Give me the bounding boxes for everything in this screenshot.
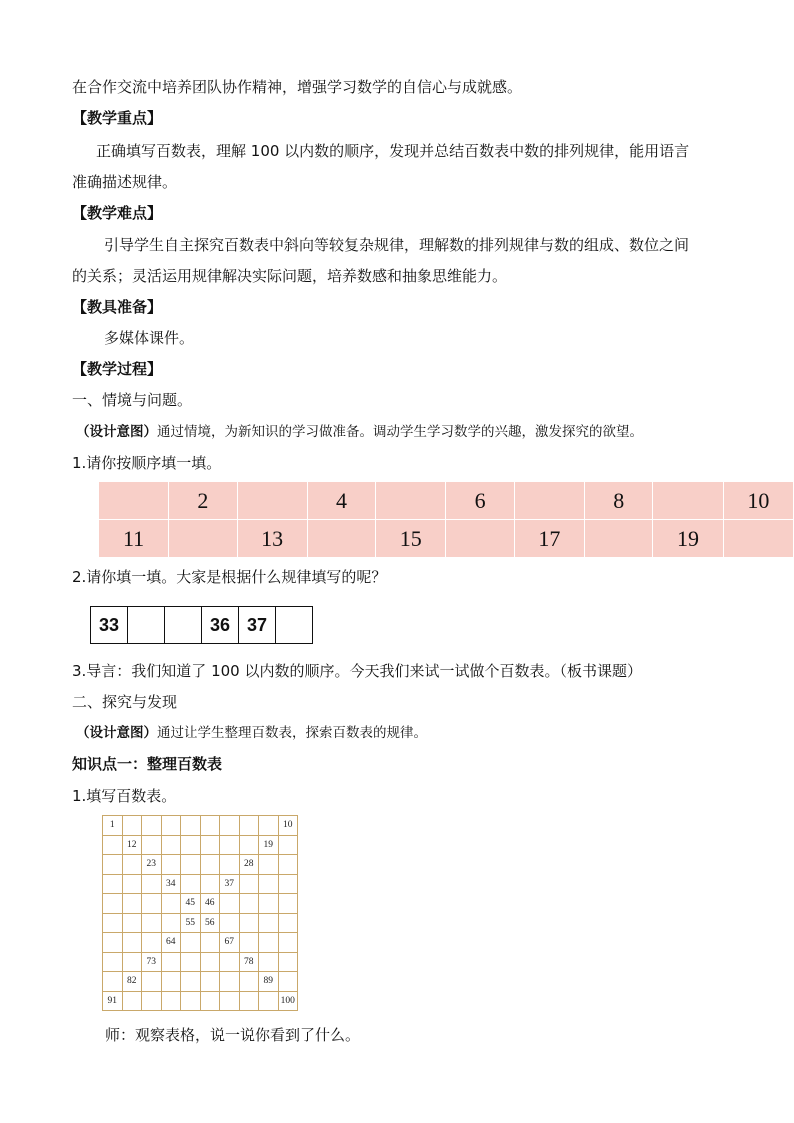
hundred-chart-cell [278,855,298,875]
question-2: 2.请你填一填。大家是根据什么规律填写的呢？ [72,568,387,586]
design-intent-1 [76,422,643,442]
sequence-box: 36 [202,607,239,644]
fill-cell [307,520,375,558]
hundred-chart-cell [239,835,259,855]
design-intent-1-text: 通过情境，为新知识的学习做准备。调动学生学习数学的兴趣，激发探究的欲望。 [157,424,643,440]
hundred-chart-cell: 67 [220,933,240,953]
section-1-title: 一、情境与问题。 [72,391,193,409]
hundred-chart-cell: 37 [220,874,240,894]
hundred-chart-cell [259,816,279,836]
hundred-chart-cell [161,835,181,855]
hundred-chart-cell: 56 [200,913,220,933]
hundred-chart-cell: 100 [278,991,298,1011]
hundred-chart-cell [259,991,279,1011]
fill-cell [585,520,653,558]
hundred-chart-cell: 45 [181,894,201,914]
hundred-chart-cell: 78 [239,952,259,972]
design-intent-2-text: 通过让学生整理百数表，探索百数表的规律。 [157,725,427,741]
hundred-chart-cell [278,933,298,953]
hundred-chart-cell [181,874,201,894]
hundred-chart-cell [200,874,220,894]
key-points-line-1: 正确填写百数表，理解 100 以内数的顺序，发现并总结百数表中数的排列规律，能用语言 [96,142,690,160]
difficulties-heading: 【教学难点】 [72,204,163,222]
hundred-chart-cell [142,835,162,855]
hundred-chart-cell [278,952,298,972]
hundred-chart-cell [161,991,181,1011]
hundred-chart-cell [142,933,162,953]
hundred-chart-cell [103,952,123,972]
hundred-chart-cell [103,894,123,914]
fill-cell [376,482,446,520]
fill-table-row-2 [99,520,794,558]
hundred-chart-cell: 1 [103,816,123,836]
hundred-chart-cell [278,894,298,914]
hundred-chart-cell [259,855,279,875]
hundred-chart-cell [259,894,279,914]
hundred-chart-row [103,835,298,855]
hundred-chart-cell [259,952,279,972]
hundred-chart-cell [122,991,142,1011]
hundred-chart-cell [220,835,240,855]
fill-cell [237,482,307,520]
teacher-prompt: 师：观察表格，说一说你看到了什么。 [105,1026,361,1044]
hundred-chart-cell: 34 [161,874,181,894]
hundred-chart-cell [220,952,240,972]
hundred-chart-cell [278,913,298,933]
hundred-chart-row [103,855,298,875]
design-intent-2 [76,723,427,743]
hundred-chart-cell [239,874,259,894]
design-intent-1-label: （设计意图） [76,424,157,440]
hundred-chart-row [103,991,298,1011]
hundred-chart-cell: 89 [259,972,279,992]
question-1: 1.请你按顺序填一填。 [72,454,222,472]
hundred-chart-cell [278,835,298,855]
hundred-chart-cell [103,835,123,855]
sequence-box: 33 [91,607,128,644]
hundred-chart-cell [142,894,162,914]
hundred-chart-row [103,874,298,894]
hundred-chart-cell [200,816,220,836]
hundred-chart-cell [161,972,181,992]
hundred-chart-cell [200,933,220,953]
hundred-chart-cell [161,913,181,933]
fill-cell: 17 [514,520,584,558]
hundred-chart-cell [142,972,162,992]
hundred-chart-cell [220,855,240,875]
hundred-chart-cell [239,972,259,992]
hundred-chart-cell: 28 [239,855,259,875]
section-2-title: 二、探究与发现 [72,693,178,711]
hundred-chart-cell [200,835,220,855]
hundred-chart-cell: 12 [122,835,142,855]
fill-table-row-1 [99,482,794,520]
hundred-chart-cell [103,874,123,894]
fill-cell [723,520,793,558]
hundred-chart-cell: 23 [142,855,162,875]
hundred-chart-cell [181,991,201,1011]
hundred-chart-cell: 91 [103,991,123,1011]
difficulties-line-1: 引导学生自主探究百数表中斜向等较复杂规律，理解数的排列规律与数的组成、数位之间 [104,236,690,254]
hundred-chart-cell: 64 [161,933,181,953]
hundred-chart-cell [122,894,142,914]
hundred-chart-cell [161,816,181,836]
hundred-chart-cell [200,972,220,992]
hundred-chart-row [103,952,298,972]
materials-text: 多媒体课件。 [104,329,195,347]
hundred-chart-cell [259,874,279,894]
hundred-chart-cell [220,816,240,836]
hundred-chart-cell [278,874,298,894]
fill-cell [514,482,584,520]
fill-cell [99,482,169,520]
hundred-chart-cell: 46 [200,894,220,914]
hundred-chart-cell [122,816,142,836]
hundred-chart-row [103,933,298,953]
fill-cell: 11 [99,520,169,558]
hundred-chart-row [103,972,298,992]
hundred-chart-cell [278,972,298,992]
hundred-chart-cell [161,952,181,972]
hundred-chart-cell [103,913,123,933]
question-4: 1.填写百数表。 [72,787,177,805]
hundred-chart-cell [200,991,220,1011]
difficulties-line-2: 的关系；灵活运用规律解决实际问题，培养数感和抽象思维能力。 [72,267,508,285]
hundred-chart-row [103,913,298,933]
hundred-chart-cell [200,952,220,972]
hundred-chart-cell [103,855,123,875]
hundred-chart-cell: 19 [259,835,279,855]
hundred-chart-cell [239,894,259,914]
fill-cell [653,482,723,520]
hundred-chart-cell [239,991,259,1011]
hundred-chart-cell: 82 [122,972,142,992]
process-heading: 【教学过程】 [72,360,163,378]
hundred-chart-cell [181,855,201,875]
hundred-chart-cell [122,952,142,972]
hundred-chart-cell [142,913,162,933]
hundred-chart-cell [122,933,142,953]
hundred-chart-cell [220,972,240,992]
fill-cell: 19 [653,520,723,558]
key-points-line-2: 准确描述规律。 [72,173,178,191]
hundred-chart-cell [161,855,181,875]
hundred-chart-cell [142,991,162,1011]
hundred-chart-cell: 10 [278,816,298,836]
hundred-chart-cell [122,913,142,933]
hundred-chart-cell [181,972,201,992]
hundred-chart-cell [259,933,279,953]
hundred-chart-row [103,894,298,914]
hundred-chart-cell [103,933,123,953]
fill-in-number-table [98,481,794,558]
fill-cell: 15 [376,520,446,558]
materials-heading: 【教具准备】 [72,298,163,316]
hundred-chart-cell [103,972,123,992]
fill-cell [446,520,514,558]
hundred-chart-cell [161,894,181,914]
fill-cell: 2 [169,482,237,520]
hundred-chart-cell [181,816,201,836]
fill-cell: 6 [446,482,514,520]
hundred-chart-cell [200,855,220,875]
hundred-chart [102,815,298,1011]
fill-cell [169,520,237,558]
hundred-chart-cell [259,913,279,933]
hundred-chart-cell: 55 [181,913,201,933]
question-3: 3.导言：我们知道了 100 以内数的顺序。今天我们来试一试做个百数表。（板书课题） [72,662,642,680]
knowledge-point-1: 知识点一：整理百数表 [72,755,223,773]
hundred-chart-cell [142,874,162,894]
hundred-chart-row [103,816,298,836]
design-intent-2-label: （设计意图） [76,725,157,741]
hundred-chart-cell [239,816,259,836]
hundred-chart-cell [220,894,240,914]
hundred-chart-cell [220,991,240,1011]
hundred-chart-cell [239,913,259,933]
hundred-chart-cell [122,855,142,875]
fill-cell: 13 [237,520,307,558]
key-points-heading: 【教学重点】 [72,109,163,127]
hundred-chart-cell [239,933,259,953]
sequence-box [128,607,165,644]
hundred-chart-cell [220,913,240,933]
hundred-chart-cell [122,874,142,894]
fill-cell: 10 [723,482,793,520]
sequence-box: 37 [239,607,276,644]
sequence-box [165,607,202,644]
fill-cell: 4 [307,482,375,520]
number-sequence-boxes [90,606,313,644]
hundred-chart-cell [142,816,162,836]
hundred-chart-cell: 73 [142,952,162,972]
hundred-chart-cell [181,952,201,972]
fill-cell: 8 [585,482,653,520]
sequence-box [276,607,313,644]
hundred-chart-cell [181,933,201,953]
intro-line: 在合作交流中培养团队协作精神，增强学习数学的自信心与成就感。 [72,78,523,96]
hundred-chart-cell [181,835,201,855]
